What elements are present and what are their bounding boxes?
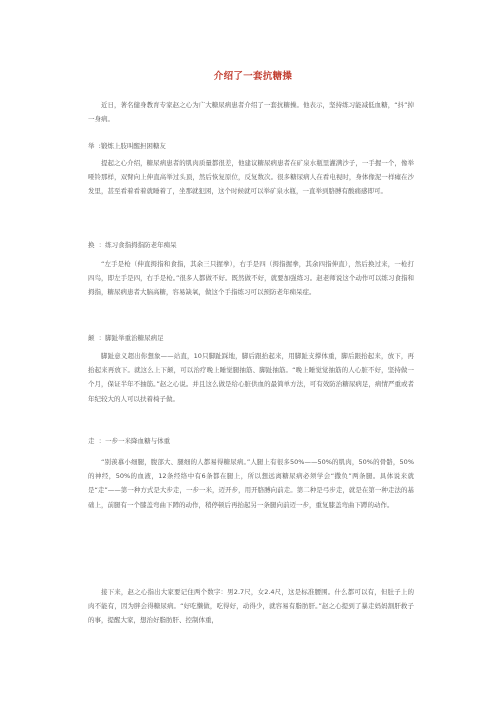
section-heading-switch: 换 ：练习食指拇指防老年痴呆 [88, 241, 177, 249]
section-heading-walk: 走 ：一步一米降血糖与体重 [88, 437, 171, 445]
intro-paragraph: 近日，著名健身教育专家赵之心为广大糖尿病患者介绍了一套抗糖操。他表示，坚持练习能减低血糖，“抖”掉一身病。 [88, 101, 414, 124]
section-heading-bounce: 颠 ：脚趾举重治糖尿病足 [88, 334, 164, 342]
section-paragraph-walk-2: 接下来，赵之心指出大家要记住两个数字：男2.7尺，女2.4尺，这是标准腰围。什么都可以有，但肚子上的肉不能有，因为胖会得糖尿病。“好吃懒做，吃得好，动得少，就容易有脂肪肝。”赵之心提到了暴走妈妈割肝救子的事，提醒大家，想治好脂肪肝、控制体重， [88, 588, 414, 625]
section-paragraph-switch: “左手是枪（伸直拇指和食指，其余三只握拳），右手是四（拇指握拳，其余四指伸直），然后换过来，一枪打四鸟，即左手是四，右手是枪。”很多人都做不好。既然做不好，就要加强练习。赵老师说这个动作可以练习食指和拇指，糖尿病患者大脑高糖，容易缺氧，做这个手指练习可以预防老年痴呆症。 [88, 260, 414, 297]
section-heading-lift: 举 :锻炼上肢叫醒担困糖友 [88, 142, 166, 150]
section-paragraph-lift: 提起之心介绍，糖尿病患者的肌肉质量都很差，他建议糖尿病患者在矿泉水瓶里灌满沙子，一手握一个，像举哑铃那样，双臂向上伸直高举过头顶，然后恢复原位，反复数次。很多糖尿病人在看电视时，身体像泥一样瘫在沙发里，甚至看着看着就睡着了，坐那就犯困，这个时候就可以举矿泉水瓶，一直举到胳膊有酸痛感即可。 [88, 159, 414, 196]
document-title: 介绍了一套抗糖操 [213, 71, 293, 82]
section-paragraph-walk-1: “别羡慕小细腿，腹部大、腿细的人都易得糖尿病。”人腿上有很多50%——50%的肌肉，50%的骨骼，50%的神经，50%的血液，12条经络中有6条都在腿上，所以想远离糖尿病必须学会“撒负”两条腿。具体说来就是“走”——第一种方式是大步走，一步一米，迈开步，用开胳膊向前走。第二种是弓步走，就是在第一种走法的基础上，前腿有一个膝盖弯曲下蹲的动作，稍停顿后再抬起另一条腿向前迈一步，重复膝盖弯曲下蹲的动作。 [88, 458, 414, 509]
section-paragraph-bounce: 脚趾意义超出你想象——站直，10只脚趾踩地，脚后跟抬起来，用脚趾支撑体重，脚后跟抬起来，放下，再抬起来再放下。就这么上下颠，可以治疗晚上睡觉腿抽筋、脚趾抽筋。“晚上睡觉觉抽筋的人心脏不好，坚持做一个月，保证半年不抽筋。”赵之心说。并且这么做是给心脏供血的最简单方法，可有效防治糖尿病足，病情严重或者年纪较大的人可以扶着椅子做。 [88, 352, 414, 403]
